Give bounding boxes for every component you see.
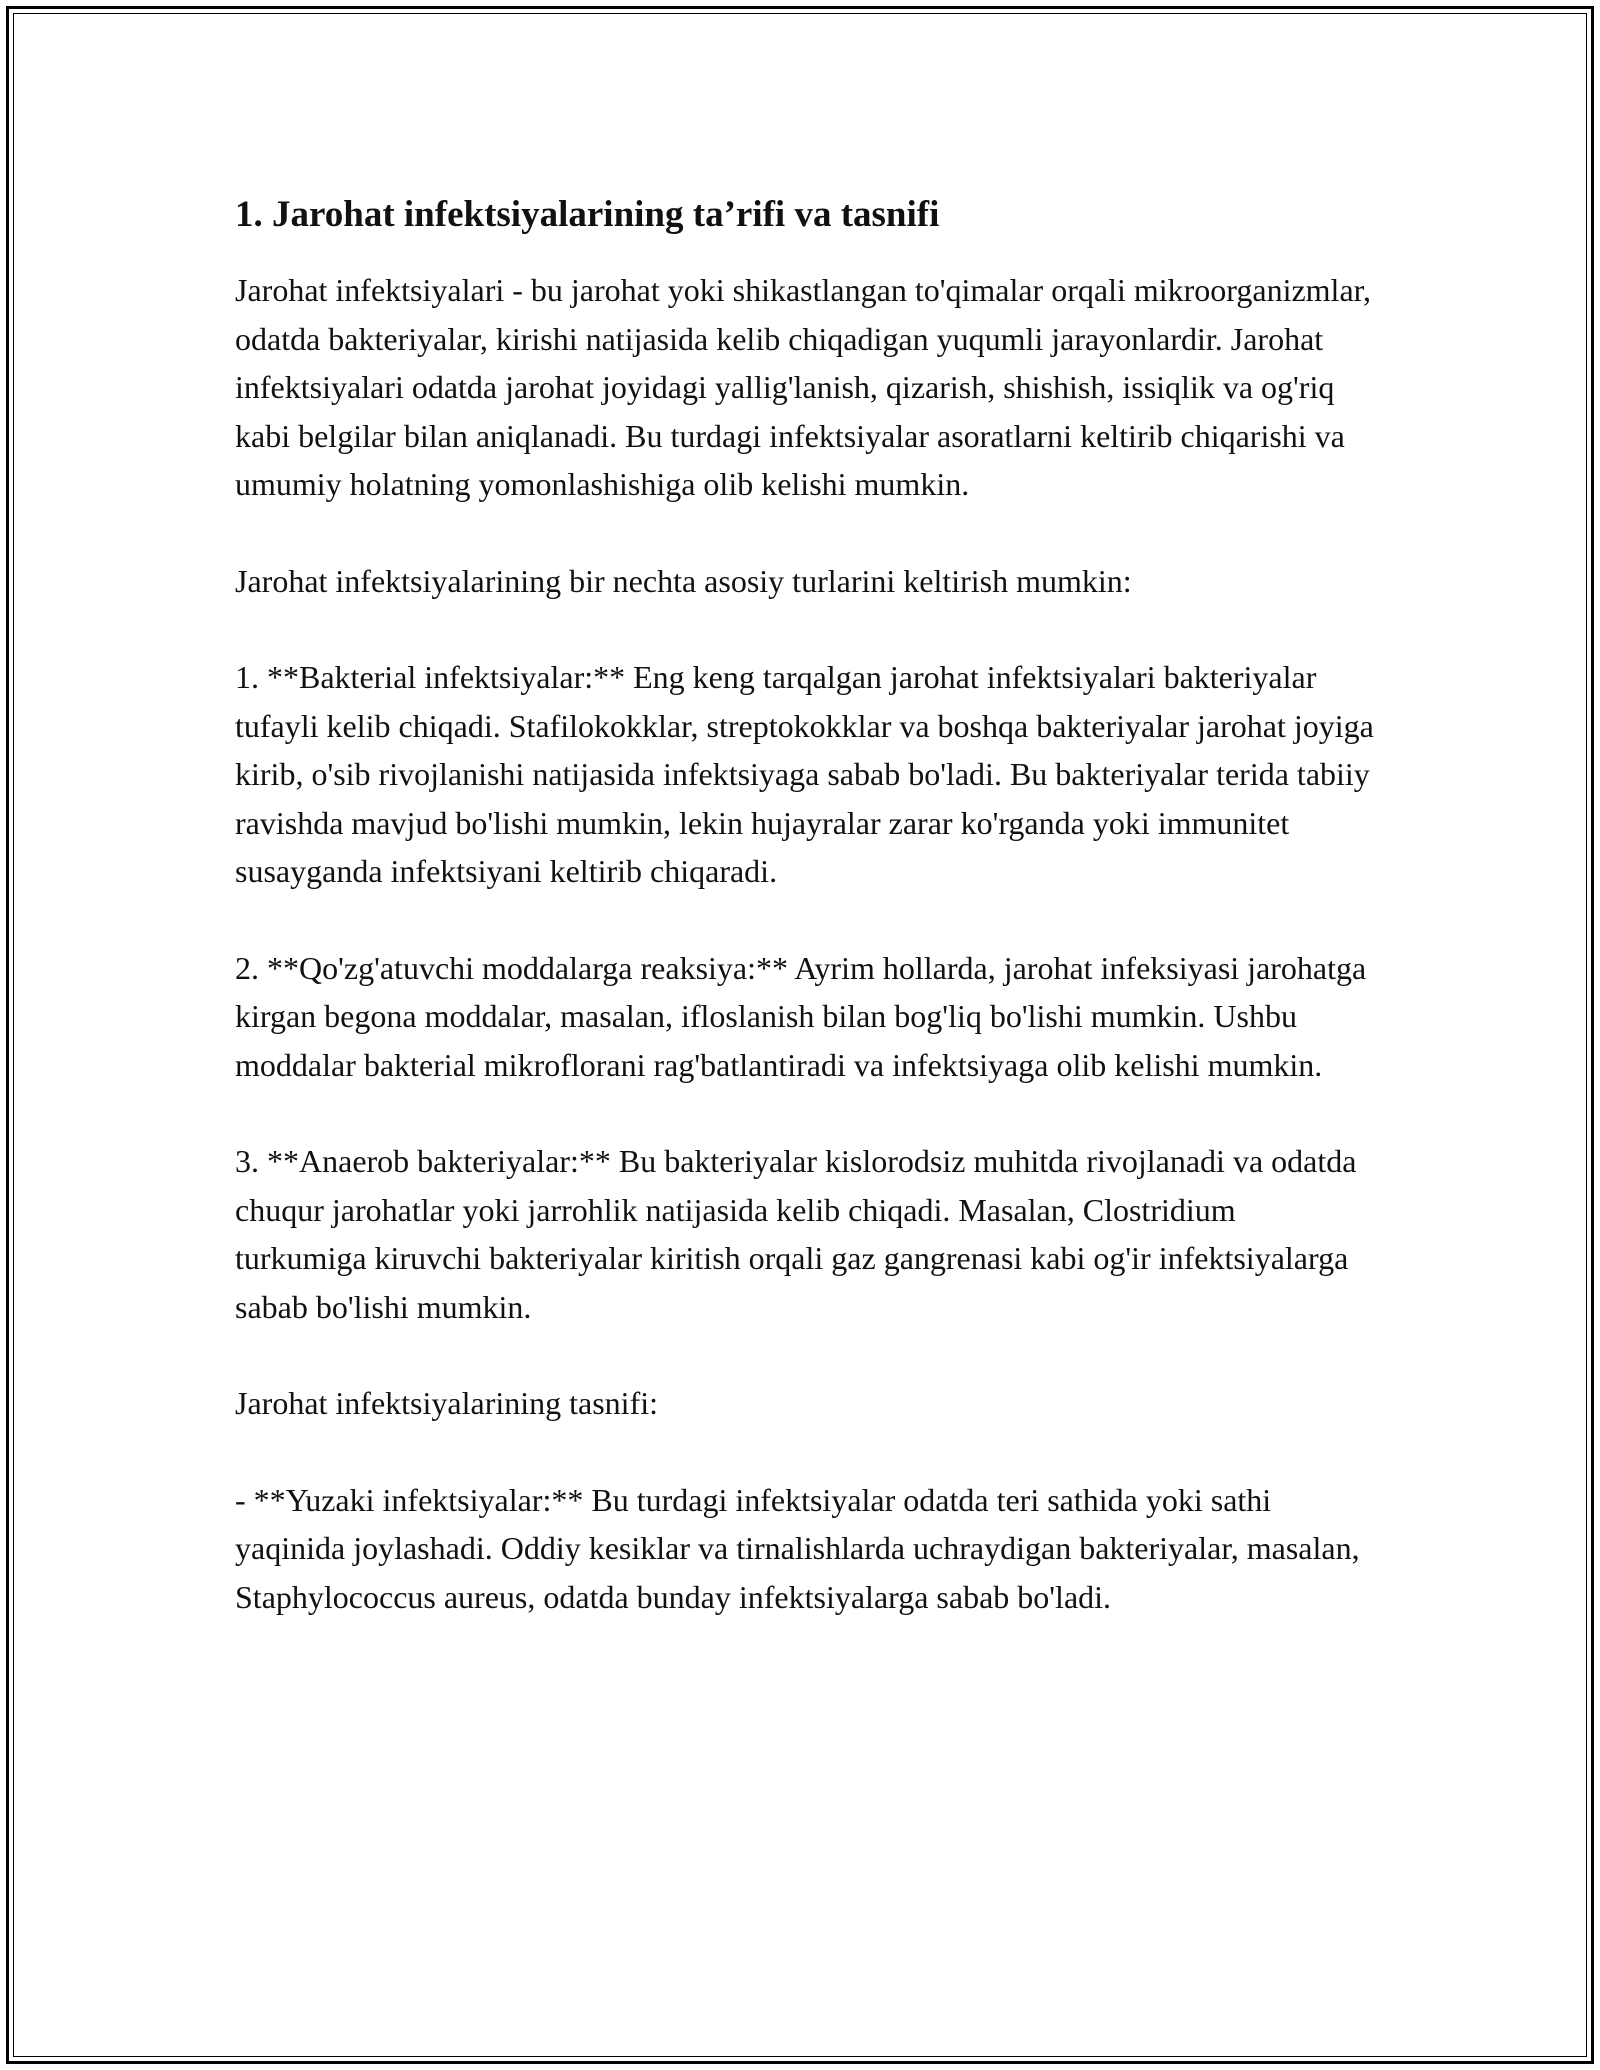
document-body bbox=[235, 190, 1375, 1669]
document-heading: 1. Jarohat infektsiyalarining ta’rifi va tasnifi bbox=[235, 194, 940, 235]
paragraph-bacterial: 1. **Bakterial infektsiyalar:** Eng keng tarqalgan jarohat infektsiyalari bakteriyalar tufayli kelib chiqadi. Stafilokokklar, streptokokklar va boshqa bakteriyalar jarohat joyiga kirib, o'sib rivojlanishi natijasida infektsiyaga sabab bo'ladi. Bu bakteriyalar terida tabiiy ravishda mavjud bo'lishi mumkin, lekin hujayralar zarar ko'rganda yoki immunitet susayganda infektsiyani keltirib chiqaradi. bbox=[235, 659, 1374, 889]
paragraph-definition: Jarohat infektsiyalari - bu jarohat yoki shikastlangan to'qimalar orqali mikroorganizmlar, odatda bakteriyalar, kirishi natijasida kelib chiqadigan yuqumli jarayonlardir. Jarohat infektsiyalari odatda jarohat joyidagi yallig'lanish, qizarish, shishish, issiqlik va og'riq kabi belgilar bilan aniqlanadi. Bu turdagi infektsiyalar asoratlarni keltirib chiqarishi va umumiy holatning yomonlashishiga olib kelishi mumkin. bbox=[235, 272, 1372, 502]
paragraph-types-intro: Jarohat infektsiyalarining bir nechta asosiy turlarini keltirish mumkin: bbox=[235, 562, 1132, 599]
paragraph-reaction: 2. **Qo'zg'atuvchi moddalarga reaksiya:** Ayrim hollarda, jarohat infeksiyasi jarohatga kirgan begona moddalar, masalan, ifloslanish bilan bog'liq bo'lishi mumkin. Ushbu moddalar bakterial mikroflorani rag'batlantiradi va infektsiyaga olib kelishi mumkin. bbox=[235, 949, 1367, 1083]
paragraph-anaerobic: 3. **Anaerob bakteriyalar:** Bu bakteriyalar kislorodsiz muhitda rivojlanadi va odatda chuqur jarohatlar yoki jarrohlik natijasida kelib chiqadi. Masalan, Clostridium turkumiga kiruvchi bakteriyalar kiritish orqali gaz gangrenasi kabi og'ir infektsiyalarga sabab bo'lishi mumkin. bbox=[235, 1143, 1357, 1325]
paragraph-superficial: - **Yuzaki infektsiyalar:** Bu turdagi infektsiyalar odatda teri sathida yoki sathi yaqinida joylashadi. Oddiy kesiklar va tirnalishlarda uchraydigan bakteriyalar, masalan, Staphylococcus aureus, odatda bunday infektsiyalarga sabab bo'ladi. bbox=[235, 1481, 1360, 1615]
paragraph-classification-intro: Jarohat infektsiyalarining tasnifi: bbox=[235, 1385, 658, 1421]
